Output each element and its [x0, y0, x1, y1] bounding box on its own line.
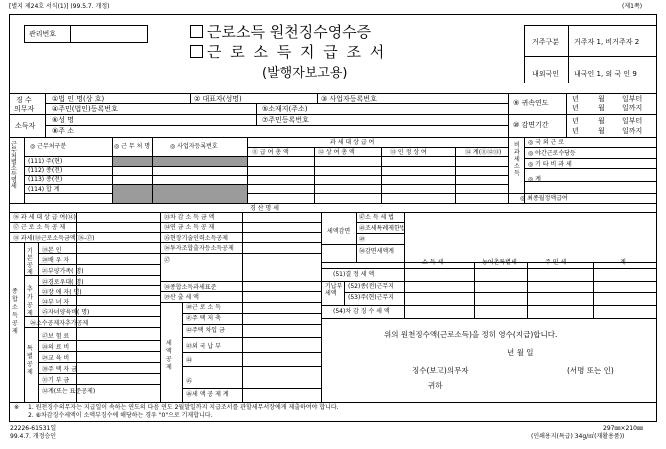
exemption-period-label: ⑩ 감면기간 [513, 121, 549, 129]
credit-earned: ㊵근 로 소 득 [186, 304, 221, 311]
calc-pension: ㉞연 금 소 득 공 제 [164, 224, 215, 231]
exempt-blank: ㊾ [359, 236, 366, 243]
calc-header: 경 산 명 세 [250, 205, 279, 212]
current-work-tax: (53)주(현)근무지 [348, 294, 394, 301]
calc-net-income: ㉝차 감 소 득 금 액 [164, 214, 215, 221]
calc-tax-base: ㊳종합소득과세표준 [164, 284, 217, 291]
nontax-night: ◎ 야간근로수당등 [528, 150, 576, 157]
paper-type: (인쇄용지(특급) 34g/㎡(재활용품)) [531, 433, 625, 440]
col-total: 계 [620, 259, 626, 266]
exempt-total: ㊿감면세액계 [359, 248, 394, 255]
biz-no-header: ◎ 사업자등록번호 [170, 143, 218, 150]
special-side-label: 특별공제 [27, 345, 33, 376]
prepaid-side-label: 기납부세액 [325, 283, 343, 297]
basic-self: ⑲본 인 [42, 247, 62, 254]
note-1: 1. 원천징수의무자는 지급일이 속하는 연도의 다음 연도 2월말일까지 지급조서를 관할세무서장에게 제출하여야 합니다. [28, 404, 339, 411]
calc-tech: ㉟현장기술인력소득공제 [164, 235, 228, 242]
few-person-deduction: ㉖소수공제자추가공제 [30, 320, 89, 327]
payer-label-b: 의무자 [14, 105, 35, 113]
receipt-statement: 위의 원천징수액(근로소득)을 정히 영수(지급)합니다. [384, 330, 558, 339]
special-medical: ㉘의 료 비 [42, 344, 70, 351]
extra-elderly: ㉒경로우대( 명) [42, 279, 84, 286]
tax-deduct-side-label: 세액공제 [166, 340, 172, 371]
calc-invest: ㊱투자조합출자등소득공제 [164, 245, 234, 252]
final-monthly-wage: ◎ 최종월정액급여 [520, 195, 568, 202]
row-current: (111) 주(현) [28, 158, 63, 165]
special-housing: ㉚주 택 자 금 [42, 366, 77, 373]
day-to: 일까지 [622, 104, 643, 112]
credit-loan: ㊷주택 차입 금 [186, 327, 225, 334]
credit-blank-1: ㊹ [186, 357, 193, 364]
form-number: [별지 제24호 서식(1)] (99.5.7. 개정) [9, 3, 110, 10]
exempt-month-to: 월 [598, 127, 605, 135]
approval-date: 99.4.7. 개정승인 [10, 433, 57, 440]
nationality-label: 내외국인 [532, 70, 560, 78]
special-insurance: ㉗보 험 료 [42, 333, 70, 340]
month-to: 월 [598, 104, 605, 112]
mgmt-no-label: 관리번호 [29, 30, 57, 38]
note-mark: ※ [14, 404, 20, 411]
note-2: 2. ⑧차감징수세액이 소액부징수에 해당하는 경우 "0"으로 기재합니다. [28, 412, 213, 419]
exempt-day-to: 일까지 [622, 127, 643, 135]
shaded-cell [153, 157, 247, 166]
earner-id-field[interactable]: ⑦주민등록번호 [262, 116, 309, 124]
nontax-abroad: ◎ 국 외 근 로 [528, 139, 565, 146]
work-name-header: ◎ 근 무 처 명 [114, 143, 151, 150]
receipt-to: 귀하 [428, 381, 443, 390]
calc-blank: ㊲ [164, 257, 171, 264]
special-education: ㉙교 육 비 [42, 355, 70, 362]
exempt-special: ㊽조세특례제한법 [359, 225, 406, 232]
deduct-side-label: 종합소득공제 [12, 288, 18, 335]
row-total: (114) 합 계 [28, 186, 60, 193]
extra-woman: ㉔부 녀 자 [42, 299, 70, 306]
credit-foreign: ㊸외 국 납 부 [186, 343, 221, 350]
col-income-tax: 소 득 세 [422, 259, 444, 266]
row-prev-1: (112) 종(전) [28, 167, 63, 174]
calc-deduction: ⑰ 근 로 소 득 공 제 [13, 224, 66, 231]
credit-savings: ㊶주 택 저 축 [186, 315, 221, 322]
subtitle: (발행자보고용) [262, 66, 348, 81]
year-to: 년 [572, 104, 579, 112]
checkbox-icon[interactable] [190, 45, 203, 58]
recog-bonus-header: ⑬ 인 정 상 여 [390, 149, 427, 156]
prev-work-tax: (52)종(전)근무지 [348, 283, 394, 290]
receipt-payer[interactable]: 징수(보고)의무자 [412, 366, 469, 375]
shaded-cell [153, 185, 247, 203]
title-line-2: 근 로 소 득 지 급 조 서 [190, 43, 386, 61]
title-line-1: 근로소득 원천징수영수증 [190, 23, 371, 41]
calc-income: ⑱ 과세(⑱근로소득금액(⑯-⑰) [13, 235, 95, 242]
calc-taxable: ⑯ 과 세 대 상 급 여(⑭) [13, 214, 76, 221]
nationality-value: 내국인 1, 외 국 인 9 [574, 70, 637, 78]
day-from: 일부터 [622, 95, 643, 103]
bonus-header: ⑫ 상 여 총 액 [318, 149, 355, 156]
nontax-total: ◎ 계 [528, 176, 541, 183]
year-from: 년 [572, 95, 579, 103]
exempt-law: ㊼소 득 세 법 [359, 214, 394, 221]
basic-dependents: ㉑부양가족( 명) [42, 268, 84, 275]
form-code: 22226-61531일 [10, 425, 57, 432]
residence-value: 거주자 1, 비거주자 2 [574, 38, 640, 46]
basic-side-label: 기본공제 [27, 248, 33, 276]
extra-side-label: 추가공제 [27, 286, 33, 317]
earner-name-field[interactable]: ⑥성 명 [52, 116, 75, 124]
company-name-field[interactable]: ①법 인 명(상 호) [52, 95, 105, 103]
residence-label: 거주구분 [532, 38, 560, 46]
earner-label: 소득자 [15, 122, 36, 130]
special-donation: ㉛기 부 금 [42, 377, 70, 384]
receipt-date[interactable]: 년 월 일 [507, 348, 534, 357]
decided-tax: (51)결 정 세 액 [333, 271, 375, 278]
attribution-year-label: ⑨ 귀속연도 [513, 99, 549, 107]
shaded-cell [113, 157, 152, 166]
work-category-header: ◎ 근무처구분 [30, 143, 67, 150]
net-withholding-tax: (54)차 감 징 수 세 액 [333, 308, 390, 315]
exempt-year-from: 년 [572, 117, 579, 125]
checkbox-icon[interactable] [190, 25, 203, 38]
col-agri-tax: 농어촌특별세 [482, 259, 517, 266]
exempt-year-to: 년 [572, 127, 579, 135]
extra-childcare: ㉕자녀양육비( 명) [42, 309, 90, 316]
exempt-day-from: 일부터 [622, 117, 643, 125]
detail-side-label: 근무처별소득명세 [11, 141, 17, 190]
col-resident-tax: 주 민 세 [545, 259, 567, 266]
biz-reg-no-field[interactable]: ③ 사업자등록번호 [321, 95, 377, 103]
month-from: 월 [598, 95, 605, 103]
row-prev-2: (113) 종(전) [28, 176, 63, 183]
basic-spouse: ⑳배 우 자 [42, 257, 70, 264]
credit-blank-2: ㊺ [186, 378, 193, 385]
total-header: ⑭ 계(⑪⑫⑬) [465, 149, 502, 156]
nontax-side-label: 비과세소득 [514, 142, 520, 177]
earner-address-field[interactable]: ⑧주 소 [52, 127, 75, 135]
extra-disabled: ㉓장 애 자( 명) [42, 289, 82, 296]
special-total: ㉜계(또는 표준공제) [42, 388, 96, 395]
exempt-month-from: 월 [598, 117, 605, 125]
credit-total: ㊻세 액 공 제 계 [186, 391, 229, 398]
shaded-cell [113, 185, 152, 203]
taxable-header: 과 세 대 상 급 여 [330, 139, 375, 146]
payer-label-a: 징 수 [16, 96, 32, 104]
location-field[interactable]: ⑤소재지(주소) [262, 105, 308, 113]
salary-header: ⑪ 급 여 총 액 [252, 149, 289, 156]
exempt-side-label: 세액감면 [327, 228, 351, 235]
corp-reg-no-field[interactable]: ④주민(법인)등록번호 [52, 105, 118, 113]
nontax-other: ◎ 기 타 비 과 세 [528, 161, 572, 168]
paper-size: 297㎜×210㎜ [603, 425, 643, 432]
calc-computed-tax: ㊴산 출 세 액 [164, 294, 199, 301]
representative-field[interactable]: ② 대표자(성명) [194, 95, 242, 103]
receipt-sign[interactable]: (서명 또는 인) [567, 366, 614, 375]
page-label: (제1쪽) [622, 3, 643, 10]
